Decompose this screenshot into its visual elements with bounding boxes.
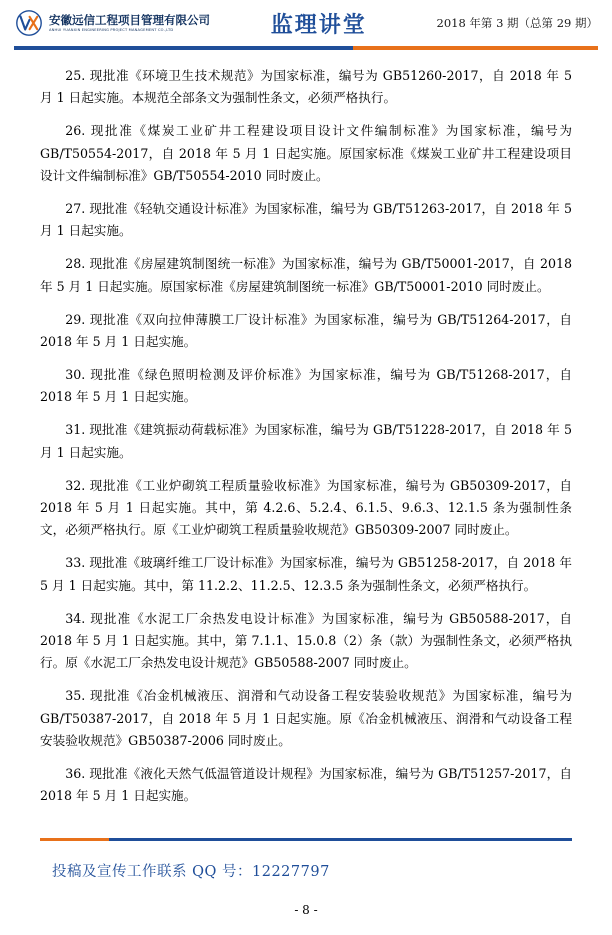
paragraph: 35. 现批准《冶金机械液压、润滑和气动设备工程安装验收规范》为国家标准，编号为 GB/T50387-2017，自 2018 年 5 月 1 日起实施。原《冶金机械液压、润滑和气动设备工程安装验收规范》GB50387-2006 同时废止。 (40, 688, 572, 749)
paragraph: 28. 现批准《房屋建筑制图统一标准》为国家标准，编号为 GB/T50001-2017，自 2018 年 5 月 1 日起实施。原国家标准《房屋建筑制图统一标准》GB/T50001-2010 同时废止。 (40, 256, 572, 294)
masthead-title: 监理讲堂 (270, 12, 367, 38)
company-name-block (49, 14, 210, 33)
company-name-en: ANHUI YUANXIN ENGINEERING PROJECT MANAGEMENT CO.,LTD (49, 28, 174, 33)
paragraph: 26. 现批准《煤炭工业矿井工程建设项目设计文件编制标准》为国家标准，编号为 GB/T50554-2017，自 2018 年 5 月 1 日起实施。原国家标准《煤炭工业矿井工程建设项目设计文件编制标准》GB/T50554-2010 同时废止。 (40, 123, 572, 184)
page-number: - 8 - (294, 903, 318, 917)
paragraph: 36. 现批准《液化天然气低温管道设计规程》为国家标准，编号为 GB/T51257-2017，自 2018 年 5 月 1 日起实施。 (40, 766, 572, 804)
paragraph: 31. 现批准《建筑振动荷载标准》为国家标准，编号为 GB/T51228-2017，自 2018 年 5 月 1 日起实施。 (40, 422, 572, 460)
paragraph: 32. 现批准《工业炉砌筑工程质量验收标准》为国家标准，编号为 GB50309-2017，自 2018 年 5 月 1 日起实施。其中，第 4.2.6、5.2.4、6.1.5、9.6.3、12.1.5 条为强制性条文，必须严格执行。原《工业炉砌筑工程质量验收规范》GB50309-2007 同时废止。 (40, 477, 572, 538)
company-name-cn: 安徽远信工程项目管理有限公司 (49, 12, 210, 27)
footer-divider-blue (40, 838, 572, 841)
paragraph: 25. 现批准《环境卫生技术规范》为国家标准，编号为 GB51260-2017，自 2018 年 5 月 1 日起实施。本规范全部条文为强制性条文，必须严格执行。 (40, 68, 572, 106)
header-divider (14, 46, 598, 51)
paragraph: 27. 现批准《轻轨交通设计标准》为国家标准，编号为 GB/T51263-2017，自 2018 年 5 月 1 日起实施。 (40, 201, 572, 239)
issue-label: 2018 年第 3 期（总第 29 期） (436, 16, 598, 30)
page-header (0, 0, 612, 46)
company-logo (16, 10, 231, 36)
header-divider-blue (14, 46, 353, 50)
paragraph: 30. 现批准《绿色照明检测及评价标准》为国家标准，编号为 GB/T51268-2017，自 2018 年 5 月 1 日起实施。 (40, 366, 572, 405)
contact-line: 投稿及宣传工作联系 QQ 号：12227797 (52, 864, 330, 880)
yuanxin-vx-logo-icon (16, 10, 42, 36)
paragraph: 33. 现批准《玻璃纤维工厂设计标准》为国家标准，编号为 GB51258-2017，自 2018 年 5 月 1 日起实施。其中，第 11.2.2、11.2.5、12.3.5 条为强制性条文，必须严格执行。 (40, 555, 572, 593)
paragraph: 29. 现批准《双向拉伸薄膜工厂设计标准》为国家标准，编号为 GB/T51264-2017，自 2018 年 5 月 1 日起实施。 (40, 311, 572, 350)
footer-divider (40, 838, 572, 841)
document-body (0, 51, 612, 808)
footer-divider-orange (40, 838, 109, 841)
paragraph: 34. 现批准《水泥工厂余热发电设计标准》为国家标准，编号为 GB50588-2017，自 2018 年 5 月 1 日起实施。其中，第 7.1.1、15.0.8（2）条（款）为强制性条文，必须严格执行。原《水泥工厂余热发电设计规范》GB50588-2007 同时废止。 (40, 610, 572, 671)
